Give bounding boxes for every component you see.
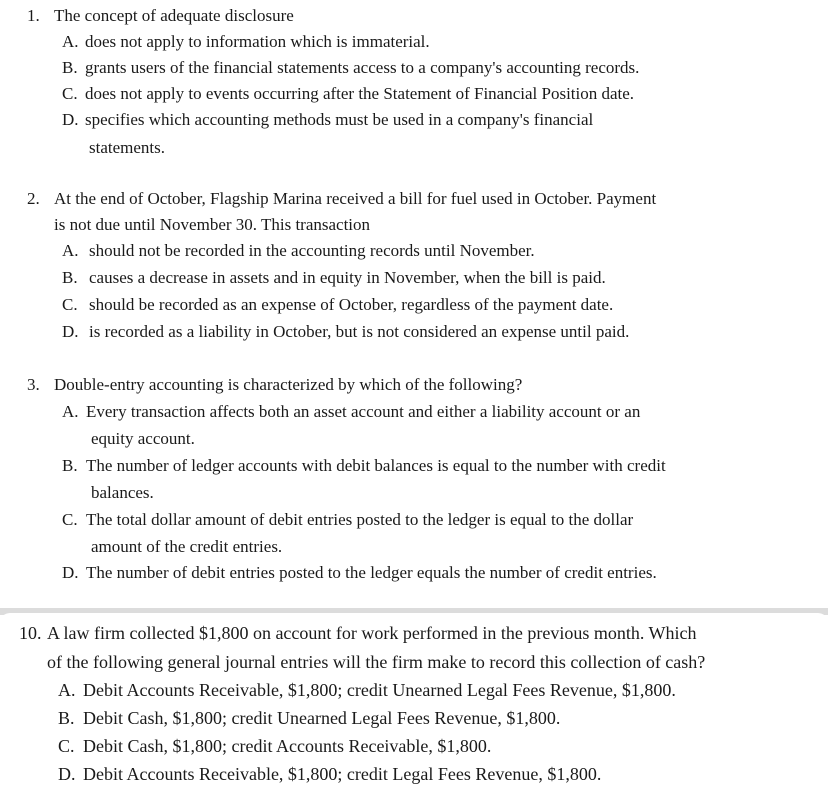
question-1-option-c-letter: C. (62, 84, 78, 103)
question-1-option-b-letter: B. (62, 58, 78, 77)
question-1-option-a-text: does not apply to information which is immaterial. (85, 32, 430, 51)
question-10-option-c-text: Debit Cash, $1,800; credit Accounts Receivable, $1,800. (83, 736, 492, 756)
question-3-option-c-letter: C. (62, 510, 78, 529)
question-2-option-d-text: is recorded as a liability in October, but is not considered an expense until paid. (89, 322, 630, 341)
question-3-option-a-text-cont: equity account. (91, 429, 195, 448)
question-2-option-d-letter: D. (62, 322, 79, 341)
question-3-option-b-text-cont: balances. (91, 483, 154, 502)
question-10-option-d-text: Debit Accounts Receivable, $1,800; credit Legal Fees Revenue, $1,800. (83, 764, 602, 784)
question-3-option-b-letter: B. (62, 456, 78, 475)
question-1-option-d-text-cont: statements. (89, 138, 166, 157)
question-10-stem: A law firm collected $1,800 on account for work performed in the previous month. Which (47, 623, 697, 643)
question-2-option-a-text: should not be recorded in the accounting records until November. (89, 241, 535, 260)
question-2-option-c-letter: C. (62, 295, 78, 314)
question-10-stem-cont: of the following general journal entries will the firm make to record this collection of cash? (47, 652, 706, 672)
question-3-option-b-text: The number of ledger accounts with debit balances is equal to the number with credit (86, 456, 666, 475)
question-3-option-c-text: The total dollar amount of debit entries posted to the ledger is equal to the dollar (86, 510, 634, 529)
question-10-option-b-text: Debit Cash, $1,800; credit Unearned Legal Fees Revenue, $1,800. (83, 708, 561, 728)
question-3-option-c-text-cont: amount of the credit entries. (91, 537, 283, 556)
question-1-number: 1. (27, 6, 40, 25)
question-1-option-c-text: does not apply to events occurring after the Statement of Financial Position date. (85, 84, 635, 103)
question-2-stem-cont: is not due until November 30. This transaction (54, 215, 371, 234)
question-3-option-d-letter: D. (62, 563, 79, 582)
question-10-option-b-letter: B. (58, 708, 75, 728)
question-10-option-a-text: Debit Accounts Receivable, $1,800; credit Unearned Legal Fees Revenue, $1,800. (83, 680, 676, 700)
question-2-option-a-letter: A. (62, 241, 79, 260)
question-2-stem: At the end of October, Flagship Marina received a bill for fuel used in October. Payment (54, 189, 657, 208)
question-1-option-a-letter: A. (62, 32, 79, 51)
question-1-option-b-text: grants users of the financial statements access to a company's accounting records. (85, 58, 640, 77)
question-sheet-bottom (0, 613, 828, 799)
question-10-number: 10. (19, 623, 42, 643)
question-2-number: 2. (27, 189, 40, 208)
question-10-option-d-letter: D. (58, 764, 76, 784)
question-10-option-a-letter: A. (58, 680, 76, 700)
question-3-number: 3. (27, 375, 40, 394)
question-2-option-c-text: should be recorded as an expense of October, regardless of the payment date. (89, 295, 614, 314)
question-1-stem: The concept of adequate disclosure (54, 6, 294, 25)
question-10-option-c-letter: C. (58, 736, 75, 756)
question-2-option-b-text: causes a decrease in assets and in equity in November, when the bill is paid. (89, 268, 606, 287)
question-3-option-a-text: Every transaction affects both an asset account and either a liability account or an (86, 402, 641, 421)
question-3-option-a-letter: A. (62, 402, 79, 421)
question-3-option-d-text: The number of debit entries posted to the ledger equals the number of credit entries. (86, 563, 657, 582)
question-2-option-b-letter: B. (62, 268, 78, 287)
question-1-option-d-text: specifies which accounting methods must be used in a company's financial (85, 110, 594, 129)
question-3-stem: Double-entry accounting is characterized by which of the following? (54, 375, 523, 394)
question-1-option-d-letter: D. (62, 110, 79, 129)
